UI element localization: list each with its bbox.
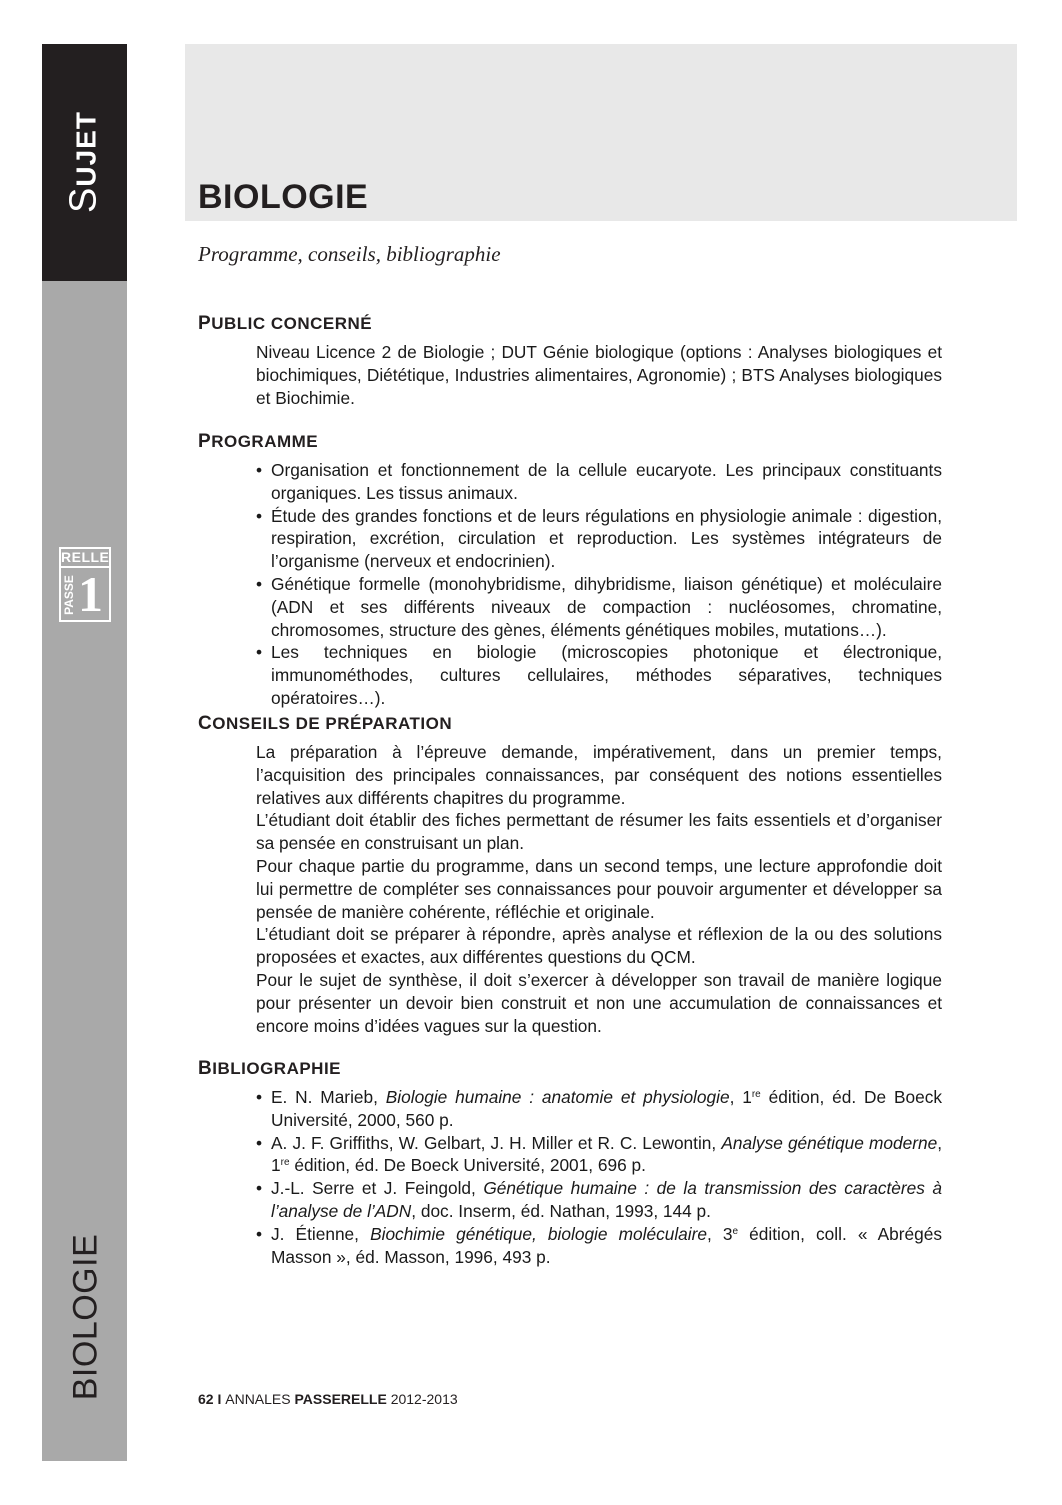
section-label-rest: UJET [70,111,102,187]
programme-heading [198,431,318,453]
conseils-heading-cap: C [198,713,213,734]
bibliographie-heading-cap: B [198,1058,213,1079]
ref-author: A. J. F. Griffiths, W. Gelbart, J. H. Miller et R. C. Lewontin, [271,1132,722,1153]
bibliographie-list [256,1086,942,1268]
paragraph: L’étudiant doit établir des fiches permettant de résumer les faits essentiels et d’organiser sa pensée en construisant un plan. [256,810,942,854]
footer-brand: PASSERELLE [294,1391,387,1407]
bibliographie-heading-rest: IBLIOGRAPHIE [212,1059,342,1078]
footer-separator: I [213,1391,226,1407]
ref-author: J. Étienne, [271,1223,371,1244]
list-item [256,1177,942,1223]
page-title: BIOLOGIE [198,178,369,216]
ref-sup: e [732,1225,739,1237]
ref-publisher: édition, coll. « Abrégés Masson », éd. Masson, 1996, 493 p. [271,1223,942,1267]
public-heading [198,313,372,335]
passerelle-logo [59,547,111,622]
subject-vertical-label: BIOLOGIE [66,1233,105,1401]
logo-vertical-text: PASSE [62,575,76,615]
ref-sup: re [280,1157,290,1169]
section-label [63,111,106,213]
list-item [256,1132,942,1178]
paragraph: Pour chaque partie du programme, dans un second temps, une lecture approfondie doit lui permettre de compléter ses connaissances pour pouvoir argumenter et développer sa pensée de manière cohérente, réfléchie et originale. [256,855,942,922]
paragraph: La préparation à l’épreuve demande, impérativement, dans un premier temps, l’acquisition des principales connaissances, par conséquent des notions essentielles relatives aux différents chapitres du programme. [256,742,942,808]
programme-list [256,459,942,710]
footer-annales: ANNALES [225,1391,295,1407]
bibliographie-heading [198,1058,341,1080]
public-text [256,341,942,409]
page-footer [198,1391,458,1407]
programme-heading-rest: ROGRAMME [211,432,319,451]
ref-edition: , doc. Inserm, éd. Nathan, 1993, 144 p. [411,1200,711,1221]
ref-sup: re [751,1089,761,1100]
footer-year: 2012-2013 [386,1391,458,1407]
list-item: • Génétique formelle (monohybridisme, dihybridisme, liaison génétique) et moléculaire (ADN et ses différents niveaux de compaction : nucléosomes, chromatine, chromosomes, structure des gènes, éléments génétiques mobiles, mutations…). [256,573,942,641]
paragraph: L’étudiant doit se préparer à répondre, après analyse et réflexion de la ou des solutions proposées et exactes, aux différentes questions du QCM. [256,924,942,968]
ref-author: E. N. Marieb, [271,1087,386,1107]
public-heading-rest: UBLIC CONCERNÉ [211,314,373,333]
ref-author: J.-L. Serre et J. Feingold, [271,1178,484,1199]
conseils-heading [198,713,452,735]
list-item: • Les techniques en biologie (microscopies photonique et électronique, immunométhodes, cultures cellulaires, méthodes séparatives, techniques opératoires…). [256,641,942,709]
conseils-text [256,741,942,1037]
list-item: • Organisation et fonctionnement de la cellule eucaryote. Les principaux constituants organiques. Les tissus animaux. [256,459,942,505]
page-subtitle: Programme, conseils, bibliographie [198,242,501,266]
public-paragraph: Niveau Licence 2 de Biologie ; DUT Génie biologique (options : Analyses biologiques et biochimiques, Diététique, Industries alimentaires, Agronomie) ; BTS Analyses biologiques et Biochimie. [256,342,942,408]
programme-heading-cap: P [198,431,212,452]
ref-title: Biologie humaine : anatomie et physiologie [385,1087,730,1107]
list-item [256,1223,942,1269]
conseils-heading-rest: ONSEILS DE PRÉPARATION [212,714,453,733]
list-item [256,1086,942,1132]
logo-number: 1 [78,566,103,622]
logo-top-text: RELLE [61,549,110,565]
ref-title: Génétique humaine : de la transmission des caractères à l’analyse de l’ADN [271,1178,942,1221]
section-label-cap: S [62,186,105,213]
ref-title: Biochimie génétique, biologie moléculaire [370,1223,707,1244]
ref-edition: , 1 [729,1087,752,1107]
ref-publisher: édition, éd. De Boeck Université, 2001, 696 p. [289,1155,646,1176]
ref-title: Analyse génétique moderne [721,1132,938,1153]
list-item: • Étude des grandes fonctions et de leurs régulations en physiologie animale : digestion, respiration, excrétion, circulation et reproduction. Les systèmes intégrateurs de l’organisme (nerveux et endocrinien). [256,505,942,573]
paragraph: Pour le sujet de synthèse, il doit s’exercer à développer son travail de manière logique pour présenter un devoir bien construit et non une accumulation de connaissances et encore moins d’idées vagues sur la question. [256,969,942,1036]
page-number: 62 [198,1391,214,1407]
ref-publisher: édition, éd. De Boeck Université, 2000, 560 p. [271,1087,943,1130]
ref-edition: , 3 [706,1223,733,1244]
public-heading-cap: P [198,313,212,334]
ref-edition: , 1 [271,1132,942,1176]
